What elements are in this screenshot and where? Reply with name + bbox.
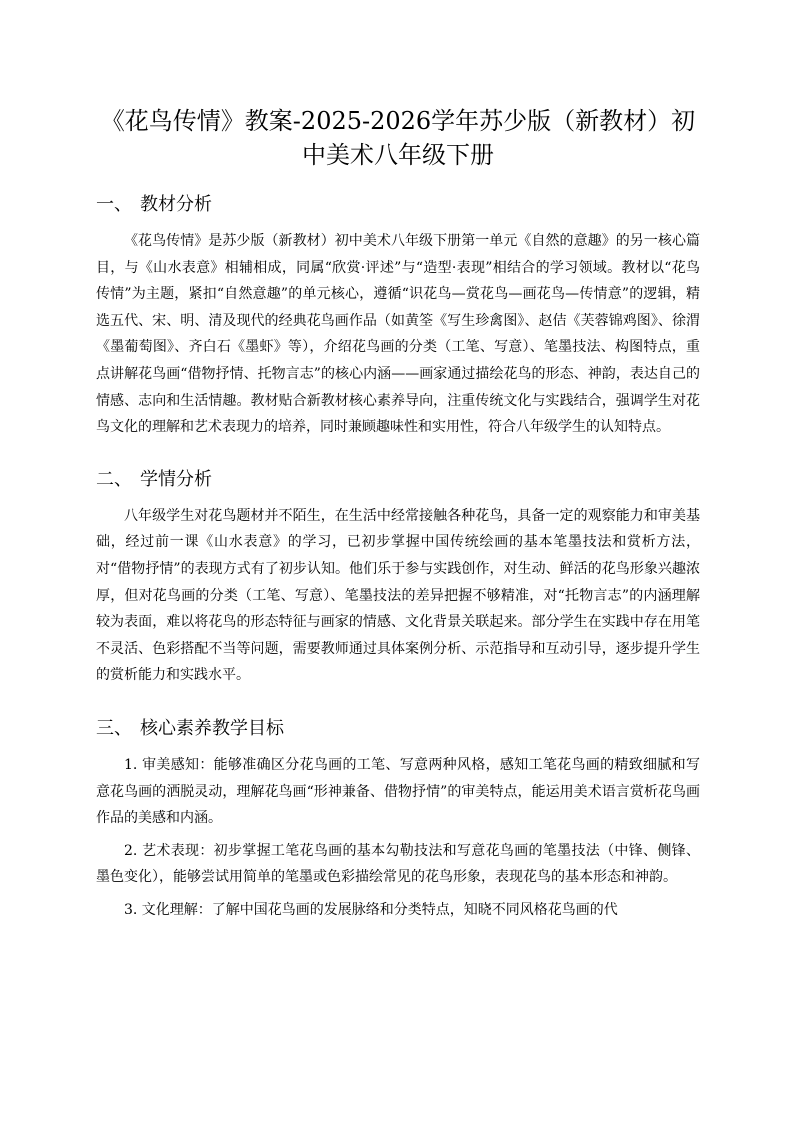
objective-item-aesthetic-perception: 1. 审美感知：能够准确区分花鸟画的工笔、写意两种风格，感知工笔花鸟画的精致细腻和写意花鸟画的洒脱灵动，理解花鸟画“形神兼备、借物抒情”的审美特点，能运用美术语言赏析花鸟画作品的美感和内涵。 [96, 756, 700, 827]
paragraph: 八年级学生对花鸟题材并不陌生，在生活中经常接触各种花鸟，具备一定的观察能力和审美基础，经过前一课《山水表意》的学习，已初步掌握中国传统绘画的基本笔墨技法和赏析方法，对“借物抒情”的表现方式有了初步认知。他们乐于参与实践创作，对生动、鲜活的花鸟形象兴趣浓厚，但对花鸟画的分类（工笔、写意）、笔墨技法的差异把握不够精准，对“托物言志”的内涵理解较为表面，难以将花鸟的形态特征与画家的情感、文化背景关联起来。部分学生在实践中存在用笔不灵活、色彩搭配不当等问题，需要教师通过具体案例分析、示范指导和互动引导，逐步提升学生的赏析能力和实践水平。 [96, 507, 700, 684]
section-number: 二、 [96, 468, 132, 490]
section-heading-textbook-analysis [96, 192, 700, 218]
paragraph: 《花鸟传情》是苏少版（新教材）初中美术八年级下册第一单元《自然的意趣》的另一核心篇目，与《山水表意》相辅相成，同属“欣赏·评述”与“造型·表现”相结合的学习领域。教材以“花鸟传情”为主题，紧扣“自然意趣”的单元核心，遵循“识花鸟—赏花鸟—画花鸟—传情意”的逻辑，精选五代、宋、明、清及现代的经典花鸟画作品（如黄筌《写生珍禽图》、赵佶《芙蓉锦鸡图》、徐渭《墨葡萄图》、齐白石《墨虾》等），介绍花鸟画的分类（工笔、写意）、笔墨技法、构图特点，重点讲解花鸟画“借物抒情、托物言志”的核心内涵——画家通过描绘花鸟的形态、神韵，表达自己的情感、志向和生活情趣。教材贴合新教材核心素养导向，注重传统文化与实践结合，强调学生对花鸟文化的理解和艺术表现力的培养，同时兼顾趣味性和实用性，符合八年级学生的认知特点。 [96, 233, 700, 436]
document-title: 《花鸟传情》教案-2025-2026学年苏少版（新教材）初中美术八年级下册 [100, 107, 696, 169]
section-body-textbook-analysis [96, 228, 700, 441]
objective-item-cultural-understanding: 3. 文化理解：了解中国花鸟画的发展脉络和分类特点，知晓不同风格花鸟画的代 [124, 901, 618, 918]
section-body-teaching-objectives [96, 752, 700, 924]
objective-item-artistic-expression: 2. 艺术表现：初步掌握工笔花鸟画的基本勾勒技法和写意花鸟画的笔墨技法（中锋、侧锋、墨色变化），能够尝试用简单的笔墨或色彩描绘常见的花鸟形象，表现花鸟的基本形态和神韵。 [96, 842, 700, 886]
section-title: 核心素养教学目标 [140, 717, 284, 739]
section-number: 三、 [96, 717, 132, 739]
document-page [96, 104, 700, 923]
section-heading-teaching-objectives [96, 716, 700, 742]
section-body-student-analysis [96, 503, 700, 689]
section-number: 一、 [96, 194, 132, 215]
section-title: 学情分析 [140, 468, 212, 490]
section-title: 教材分析 [140, 194, 212, 215]
section-heading-student-analysis [96, 467, 700, 493]
